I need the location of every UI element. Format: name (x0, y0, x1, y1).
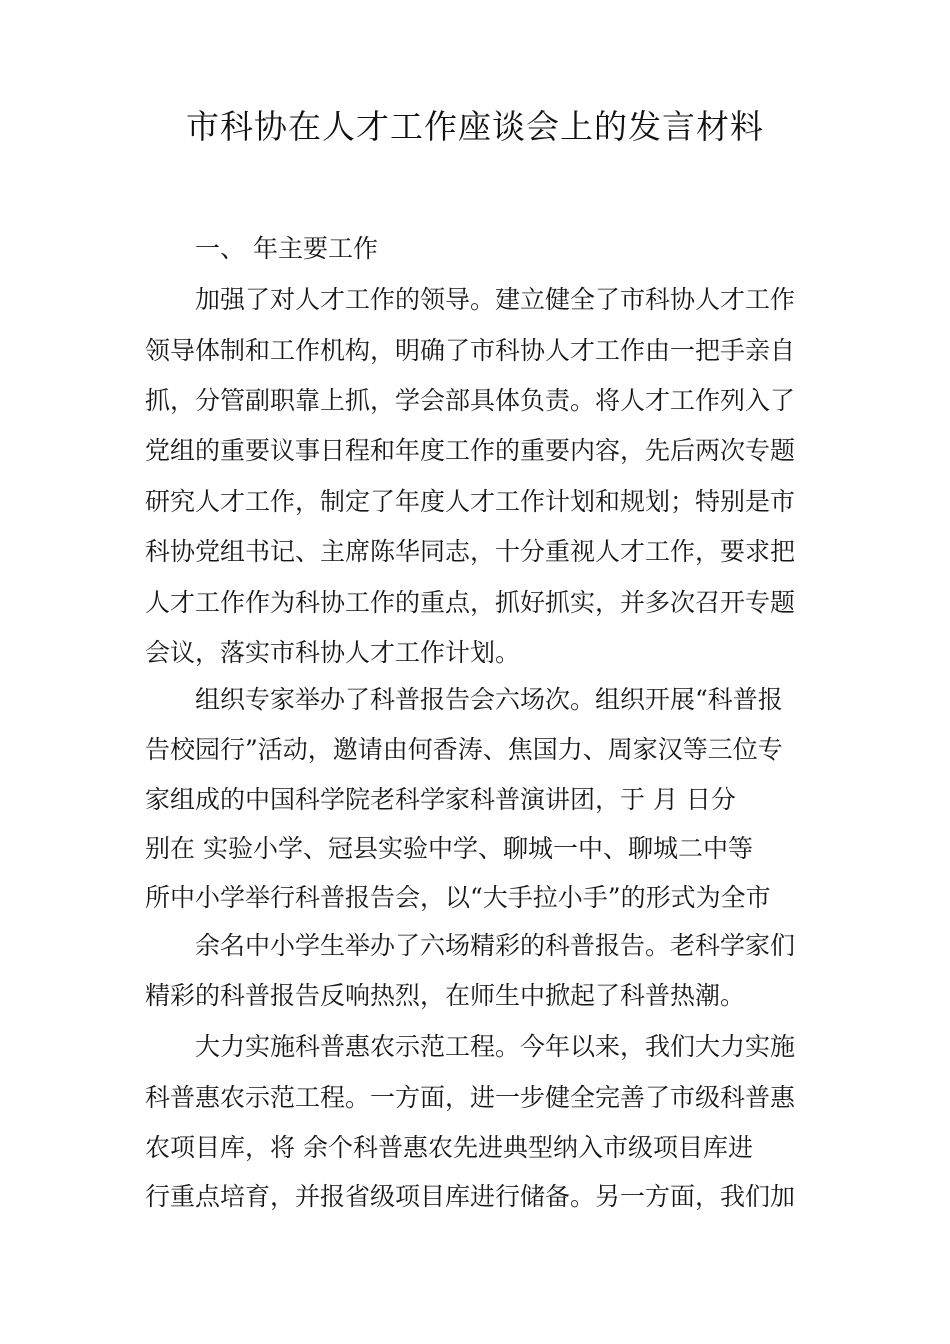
paragraph-line: 领导体制和工作机构，明确了市科协人才工作由一把手亲自 (145, 336, 796, 365)
paragraph-line: 科协党组书记、主席陈华同志，十分重视人才工作，要求把 (145, 537, 796, 566)
paragraph-line: 党组的重要议事日程和年度工作的重要内容，先后两次专题 (145, 436, 796, 465)
paragraph-line: 抓，分管副职靠上抓，学会部具体负责。将人才工作列入了 (145, 386, 796, 415)
paragraph-line: 所中小学举行科普报告会，以“大手拉小手”的形式为全市 (145, 883, 771, 912)
paragraph-line: 家组成的中国科学院老科学家科普演讲团，于 月 日分 (145, 785, 736, 814)
paragraph-line: 加强了对人才工作的领导。建立健全了市科协人才工作 (195, 285, 796, 314)
document-title: 市科协在人才工作座谈会上的发言材料 (186, 107, 764, 146)
paragraph-line: 会议，落实市科协人才工作计划。 (145, 638, 521, 667)
paragraph-line: 告校园行”活动，邀请由何香涛、焦国力、周家汉等三位专 (145, 735, 783, 764)
paragraph-line: 别在 实验小学、冠县实验中学、聊城一中、聊城二中等 (145, 834, 753, 863)
paragraph-line: 余名中小学生举办了六场精彩的科普报告。老科学家们 (195, 931, 796, 960)
paragraph-line: 大力实施科普惠农示范工程。今年以来，我们大力实施 (195, 1032, 796, 1061)
paragraph-line: 行重点培育，并报省级项目库进行储备。另一方面，我们加 (145, 1182, 796, 1211)
paragraph-line: 科普惠农示范工程。一方面，进一步健全完善了市级科普惠 (145, 1083, 796, 1112)
paragraph-line: 组织专家举办了科普报告会六场次。组织开展“科普报 (195, 685, 783, 714)
section-heading: 一、 年主要工作 (195, 234, 378, 263)
paragraph-line: 农项目库，将 余个科普惠农先进典型纳入市级项目库进 (145, 1133, 753, 1162)
paragraph-line: 人才工作作为科协工作的重点，抓好抓实，并多次召开专题 (145, 588, 796, 617)
paragraph-line: 研究人才工作，制定了年度人才工作计划和规划；特别是市 (145, 487, 796, 516)
paragraph-line: 精彩的科普报告反响热烈，在师生中掀起了科普热潮。 (145, 981, 746, 1010)
